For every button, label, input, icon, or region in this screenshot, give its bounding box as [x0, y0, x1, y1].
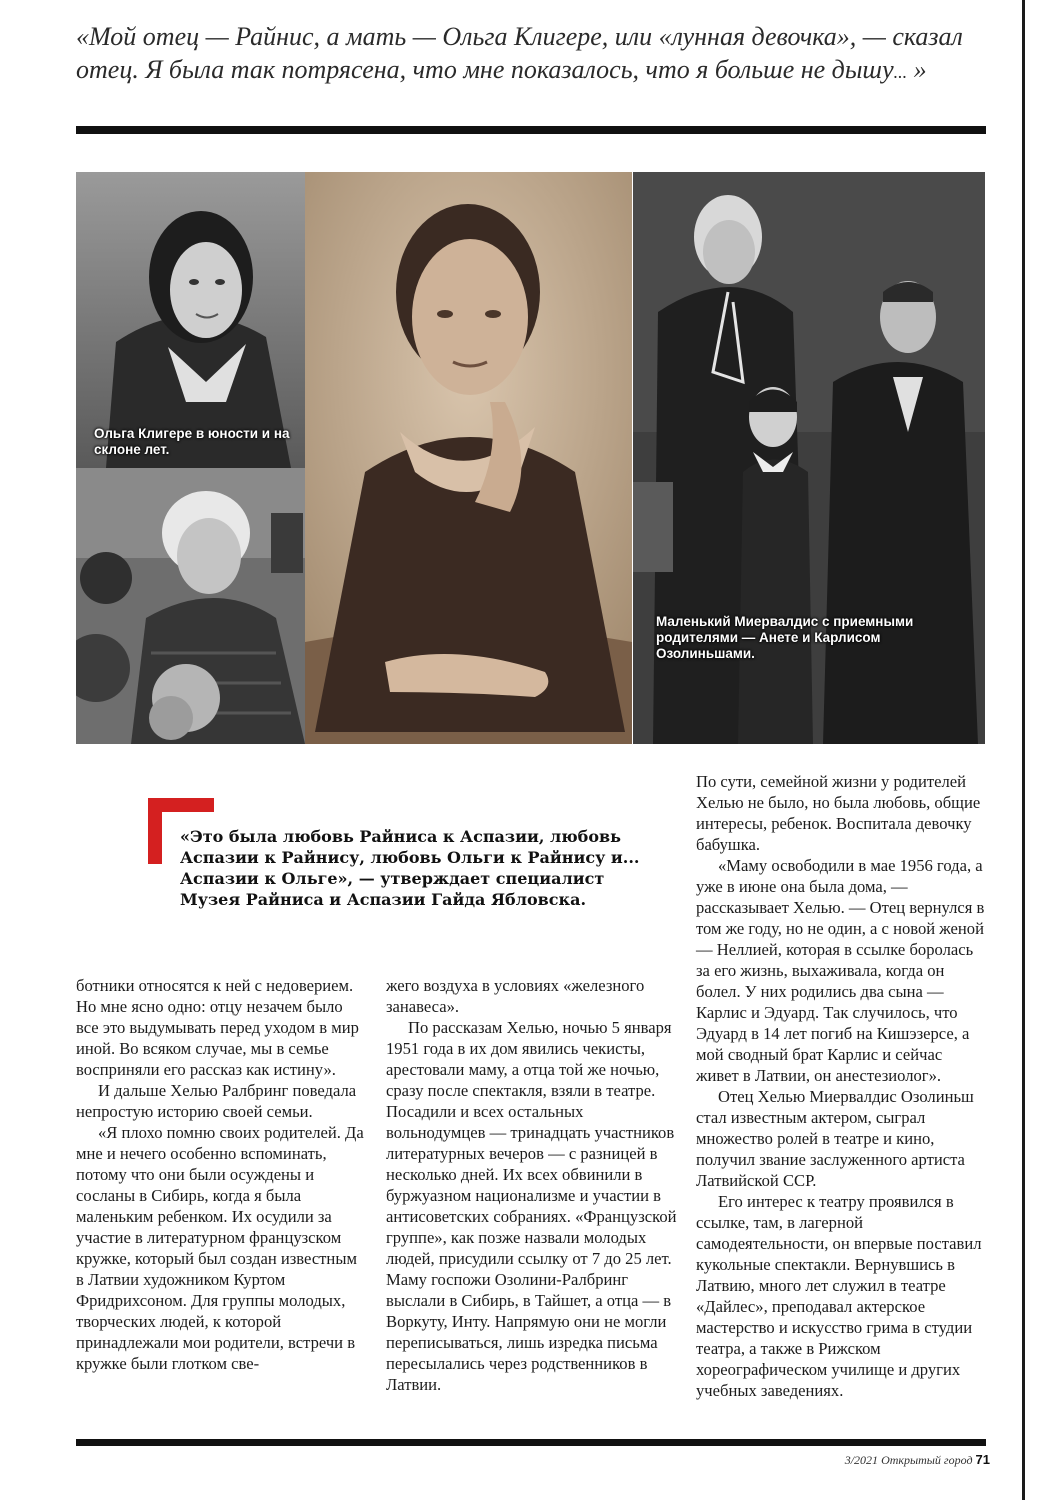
footer-magazine: Открытый город [881, 1453, 973, 1467]
page-footer [810, 1452, 990, 1468]
col1-para-2: И дальше Хелью Ралбринг поведала непростую историю своей семьи. [76, 1081, 357, 1121]
top-quote-text: «Мой отец — Райнис, а мать — Ольга Клигере, или «лунная девочка», — сказал отец. Я была так потрясена, что мне показалось, что я больше не дышу [76, 22, 963, 84]
pull-quote: «Это была любовь Райниса к Аспазии, любовь Аспазии к Райнису, любовь Ольги к Райнису и... Аспазии к Ольге», — утверждает специалист Музея Райниса и Аспазии Гайда Ябловска. [180, 827, 640, 909]
text-column-3 [696, 771, 986, 1401]
caption-olga: Ольга Клигере в юности и на склоне лет. [94, 426, 290, 457]
col3-para-1: По сути, семейной жизни у родителей Хелью не было, но была любовь, общие интересы, ребенок. Воспитала девочку бабушка. [696, 772, 981, 854]
top-rule [76, 126, 986, 134]
col3-para-2: «Маму освободили в мае 1956 года, а уже в июне она была дома, — рассказывает Хелью. — Отец вернулся в том же году, но не один, а с новой женой — Неллией, которая в ссылке боролась за его жизнь, выхаживала, когда он болел. У них родились два сына — Карлис и Эдуард. Так случилось, что Эдуард в 14 лет погиб на Кишэзерсе, а мой сводный брат Карлис и сейчас живет в Латвии, он анестезиолог». [696, 856, 985, 1085]
top-quote-close: » [907, 55, 927, 84]
col2-para-1: жего воздуха в условиях «железного занавеса». [386, 976, 645, 1016]
top-quote-ellipsis: ... [893, 62, 908, 82]
col2-para-2: По рассказам Хелью, ночью 5 января 1951 года в их дом явились чекисты, арестовали маму, а отца той же ночью, сразу после спектакля, взяли в театре. Посадили и всех остальных вольнодумцев — тринадцать участников литературных вечеров — с разницей в несколько дней. Их всех обвинили в буржуазном национализме и участии в антисоветских собраниях. «Французской группе», как позже назвали молодых людей, присудили ссылку от 7 до 25 лет. Маму госпожи Озолини-Ралбринг выслали в Сибирь, в Тайшет, а отца — в Воркуту, Инту. Напрямую они не могли переписываться, лишь изредка письма пересылались через родственников в Латвии. [386, 1018, 677, 1394]
photo-olga-old [76, 468, 305, 744]
caption-miervaldis: Маленький Миервалдис с приемными родителями — Анете и Карлисом Озолиньшами. [656, 614, 914, 661]
footer-issue: 3/2021 [844, 1453, 879, 1467]
photo-olga-young [76, 172, 305, 468]
col1-para-3: «Я плохо помню своих родителей. Да мне и нечего особенно вспоминать, потому что они были осуждены и сосланы в Сибирь, когда я была маленьким ребенком. Их осудили за участие в литературном французском кружке, который был создан известным в Латвии художником Куртом Фридрихсоном. Для группы молодых, творческих людей, к которой принадлежали мои родители, встречи в кружке были глотком све- [76, 1123, 364, 1373]
page-edge-rule [1022, 0, 1025, 1500]
bottom-rule [76, 1439, 986, 1446]
top-quote [76, 20, 981, 89]
text-column-1 [76, 975, 368, 1374]
col3-para-4: Его интерес к театру проявился в ссылке, там, в лагерной самодеятельности, он впервые поставил кукольные спектакли. Вернувшись в Латвию, много лет служил в театре «Дайлес», преподавал актерское мастерство и искусство грима в студии театра, а также в Рижском хореографическом училище и других учебных заведениях. [696, 1192, 982, 1400]
page-number: 71 [975, 1452, 990, 1467]
col3-para-3: Отец Хелью Миервалдис Озолиньш стал известным актером, сыграл множество ролей в театре и кино, получил звание заслуженного артиста Латвийской ССР. [696, 1087, 974, 1190]
text-column-2 [386, 975, 678, 1395]
photo-central-portrait [305, 172, 632, 744]
col1-para-1: ботники относятся к ней с недоверием. Но мне ясно одно: отцу незачем было все это выдумывать перед уходом в мир иной. Во всяком случае, мы в семье восприняли его рассказ как истину». [76, 976, 359, 1079]
